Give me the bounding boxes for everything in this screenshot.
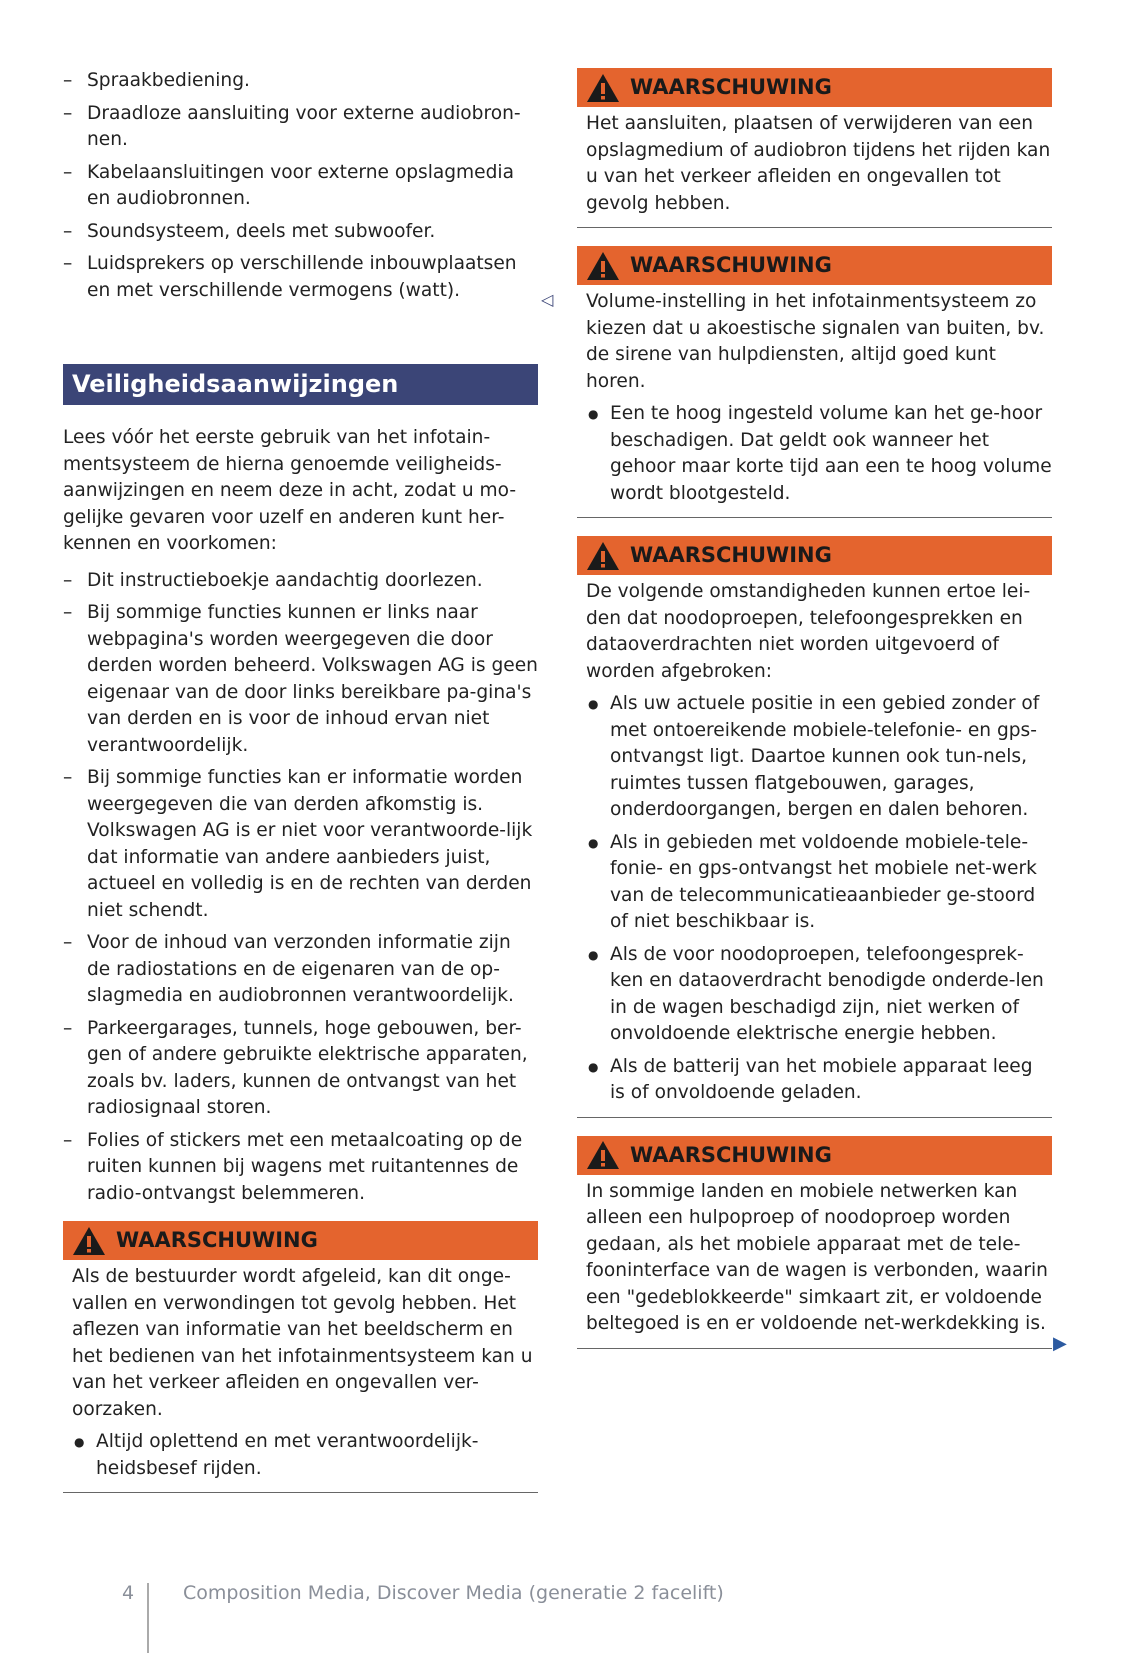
warning-header xyxy=(577,536,1052,575)
warning-header xyxy=(577,68,1052,107)
warning-title: WAARSCHUWING xyxy=(116,1228,318,1253)
feature-list xyxy=(63,68,538,304)
warning-text: Het aansluiten, plaatsen of verwijderen van een opslagmedium of audiobron tijdens het rijden kan u van het verkeer afleiden en ongevallen tot gevolg hebben. xyxy=(586,113,1051,214)
warning-triangle-icon xyxy=(586,1140,620,1170)
safety-list xyxy=(63,568,538,1208)
warning-header xyxy=(63,1221,538,1260)
list-item: – Bij sommige functies kan er informatie worden weergegeven die van derden afkomstig is. Volkswagen AG is er niet voor verantwoorde-lijk dat informatie van andere aanbieders juist, actueel en volledig is en de rechten van derden niet schendt. xyxy=(63,765,538,924)
footer-title: Composition Media, Discover Media (generatie 2 facelift) xyxy=(183,1582,724,1604)
right-column xyxy=(577,68,1052,1367)
list-item: – Dit instructieboekje aandachtig doorlezen. xyxy=(63,568,538,595)
continue-arrow-icon[interactable]: ▶ xyxy=(1053,1333,1067,1354)
list-item: – Bij sommige functies kunnen er links naar webpagina's worden weergegeven die door derden worden beheerd. Volkswagen AG is geen eigenaar van de door links bereikbare pa-gina's van derden en is voor de inhoud ervan niet verantwoordelijk. xyxy=(63,600,538,759)
list-item: ● Altijd oplettend en met verantwoordelijk-heidsbesef rijden. xyxy=(72,1429,538,1482)
list-item: – Soundsysteem, deels met subwoofer. xyxy=(63,219,538,246)
warning-triangle-icon xyxy=(586,541,620,571)
warning-triangle-icon xyxy=(586,73,620,103)
warning-text: In sommige landen en mobiele netwerken kan alleen een hulpoproep of noodoproep worden gedaan, als het mobiele apparaat met de tele-fooninterface van de wagen is verbonden, waarin een "gedeblokkeerde" simkaart zit, er voldoende beltegoed is en er voldoende net-werkdekking is. xyxy=(586,1180,1048,1334)
list-item: ● Als de voor noodoproepen, telefoongesprek-ken en dataoverdracht benodigde onderde-len in de wagen beschadigd zijn, niet werken of onvoldoende elektrische energie hebben. xyxy=(586,942,1052,1048)
warning-box xyxy=(577,68,1052,228)
list-item: – Kabelaansluitingen voor externe opslagmedia en audiobronnen. xyxy=(63,160,538,213)
intro-paragraph: Lees vóór het eerste gebruik van het infotain-mentsysteem de hierna genoemde veiligheids-aanwijzingen en neem deze in acht, zodat u mo-gelijke gevaren voor uzelf en anderen kunt her-kennen en voorkomen: xyxy=(63,427,517,554)
warning-title: WAARSCHUWING xyxy=(630,75,832,100)
warning-header xyxy=(577,1136,1052,1175)
warning-title: WAARSCHUWING xyxy=(630,253,832,278)
back-arrow-icon[interactable]: ◁ xyxy=(541,290,554,309)
list-item: – Parkeergarages, tunnels, hoge gebouwen, ber-gen of andere gebruikte elektrische apparaten, zoals bv. laders, kunnen de ontvangst van het radiosignaal storen. xyxy=(63,1016,538,1122)
list-item: ● Als uw actuele positie in een gebied zonder of met ontoereikende mobiele-telefonie- en gps-ontvangst ligt. Daartoe kunnen ook tun-nels, ruimtes tussen flatgebouwen, garages, onderdoorgangen, bergen en dalen behoren. xyxy=(586,691,1052,824)
warning-box xyxy=(577,1136,1052,1349)
warning-box xyxy=(63,1221,538,1493)
warning-text: De volgende omstandigheden kunnen ertoe lei-den dat noodoproepen, telefoongesprekken en dataoverdrachten niet worden uitgevoerd of worden afgebroken: xyxy=(586,581,1031,682)
list-item: ● Een te hoog ingesteld volume kan het ge-hoor beschadigen. Dat geldt ook wanneer het gehoor maar korte tijd aan een te hoog volume wordt blootgesteld. xyxy=(586,401,1052,507)
warning-triangle-icon xyxy=(586,251,620,281)
page-number: 4 xyxy=(122,1582,135,1604)
warning-box xyxy=(577,536,1052,1118)
warning-text: Als de bestuurder wordt afgeleid, kan dit onge-vallen en verwondingen tot gevolg hebben. Het aflezen van informatie van het beeldscherm en het bedienen van het infotainmentsysteem kan u van het verkeer afleiden en ongevallen ver-oorzaken. xyxy=(72,1266,533,1420)
footer-divider xyxy=(147,1583,149,1653)
left-column xyxy=(63,68,538,1511)
warning-title: WAARSCHUWING xyxy=(630,543,832,568)
warning-header xyxy=(577,246,1052,285)
list-item: – Draadloze aansluiting voor externe audiobron-nen. xyxy=(63,101,538,154)
warning-box xyxy=(577,246,1052,518)
list-item: ● Als in gebieden met voldoende mobiele-tele-fonie- en gps-ontvangst het mobiele net-werk van de telecommunicatieaanbieder ge-stoord of niet beschikbaar is. xyxy=(586,830,1052,936)
section-title: Veiligheidsaanwijzingen xyxy=(63,364,538,405)
warning-title: WAARSCHUWING xyxy=(630,1142,832,1167)
list-item: – Voor de inhoud van verzonden informatie zijn de radiostations en de eigenaren van de op-slagmedia en audiobronnen verantwoordelijk. xyxy=(63,930,538,1010)
list-item: ● Als de batterij van het mobiele apparaat leeg is of onvoldoende geladen. xyxy=(586,1054,1052,1107)
list-item: – Folies of stickers met een metaalcoating op de ruiten kunnen bij wagens met ruitantennes de radio-ontvangst belemmeren. xyxy=(63,1128,538,1208)
warning-text: Volume-instelling in het infotainmentsysteem zo kiezen dat u akoestische signalen van buiten, bv. de sirene van hulpdiensten, altijd goed kunt horen. xyxy=(586,291,1045,392)
list-item: – Luidsprekers op verschillende inbouwplaatsen en met verschillende vermogens (watt). xyxy=(63,251,538,304)
warning-triangle-icon xyxy=(72,1226,106,1256)
list-item: – Spraakbediening. xyxy=(63,68,538,95)
